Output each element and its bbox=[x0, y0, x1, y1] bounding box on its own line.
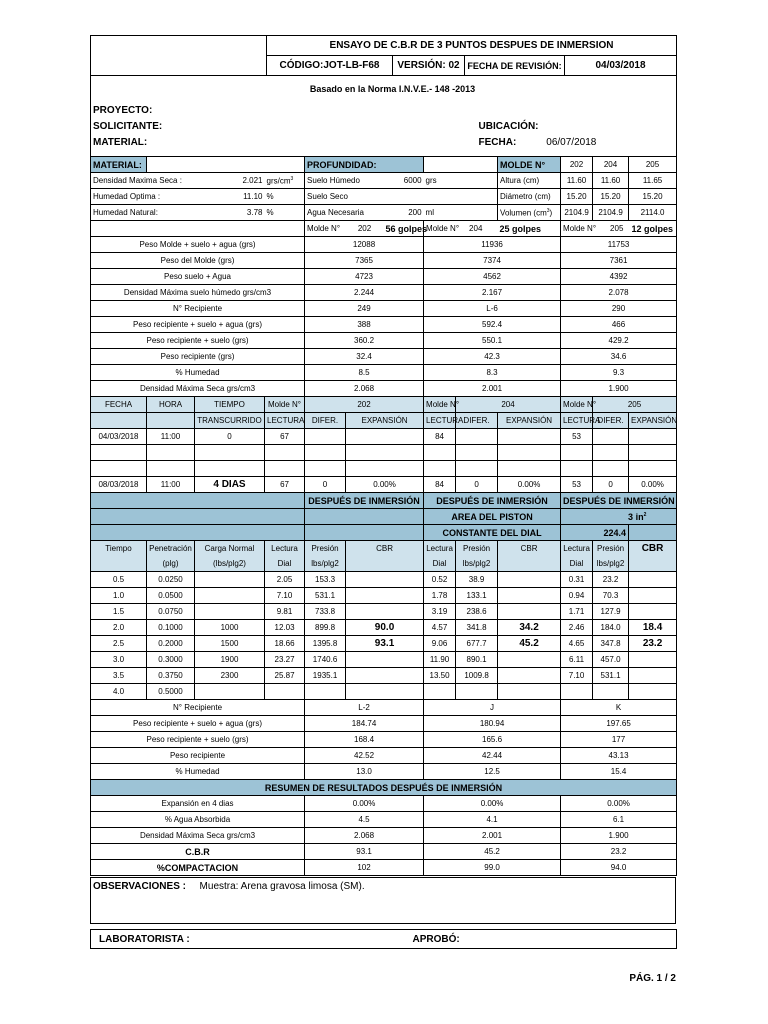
despues-1: DESPUÉS DE INMERSIÓN bbox=[305, 493, 424, 509]
codigo: CÓDIGO:JOT-LB-F68 bbox=[267, 56, 393, 76]
hum-row: Peso recipiente + suelo + agua (grs) 184.74 180.94 197.65 bbox=[91, 716, 677, 732]
dens-row: Peso Molde + suelo + agua (grs) 12088 11936 11753 bbox=[91, 237, 677, 253]
hum-nat-label: Humedad Natural: bbox=[91, 205, 195, 221]
dens-unit: grs/$cm^3$ bbox=[265, 173, 305, 189]
golpes-12: 12 golpes bbox=[629, 221, 677, 237]
diametro-202: 15.20 bbox=[561, 189, 593, 205]
molde-205: 205 bbox=[629, 157, 677, 173]
dens-row: Peso recipiente + suelo + agua (grs) 388 592.4 466 bbox=[91, 317, 677, 333]
aprobo-label: APROBÓ: bbox=[411, 930, 677, 949]
pen-header-2: (plg) (lbs/plg2) Dial lbs/plg2 Dial lbs/plg2 Dial lbs/plg2 bbox=[91, 556, 677, 572]
pen-row: 3.5 0.3750 2300 25.87 1935.1 13.50 1009.8 7.10 531.1 bbox=[91, 668, 677, 684]
molde-202: 202 bbox=[561, 157, 593, 173]
golpes-molde-205-cell: Molde N° 205 bbox=[561, 221, 629, 237]
ubicacion-label: UBICACIÓN: bbox=[478, 120, 539, 132]
suelo-seco: Suelo Seco bbox=[305, 189, 384, 205]
hum-opt-label: Humedad Optima : bbox=[91, 189, 195, 205]
hum-row: N° Recipiente L-2 J K bbox=[91, 700, 677, 716]
profundidad-label: PROFUNDIDAD: bbox=[305, 157, 424, 173]
header-table bbox=[90, 35, 677, 76]
fecha-row bbox=[477, 134, 677, 150]
ml-unit: ml bbox=[424, 205, 498, 221]
dens-row: N° Recipiente 249 L-6 290 bbox=[91, 301, 677, 317]
resumen-title: RESUMEN DE RESULTADOS DESPUÉS DE INMERSIÓN bbox=[91, 780, 677, 796]
volumen-202: 2104.9 bbox=[561, 205, 593, 221]
molde-label: MOLDE N° bbox=[498, 157, 561, 173]
fecha-label: FECHA: bbox=[478, 136, 517, 148]
golpes-56: 56 golpes bbox=[384, 221, 424, 237]
hum-nat: 3.78 bbox=[195, 205, 265, 221]
firmas-table bbox=[90, 929, 677, 949]
expansion-header: FECHA HORA TIEMPO Molde N° 202 Molde N° 204 Molde N° 205 bbox=[91, 397, 677, 413]
fecha-revision-label: FECHA DE REVISIÓN: bbox=[465, 56, 565, 76]
hum-row: Peso recipiente + suelo (grs) 168.4 165.6 177 bbox=[91, 732, 677, 748]
info-table bbox=[90, 76, 677, 156]
constante-dial-label: CONSTANTE DEL DIAL bbox=[424, 525, 561, 541]
hum-row: % Humedad 13.0 12.5 15.4 bbox=[91, 764, 677, 780]
altura-205: 11.65 bbox=[629, 173, 677, 189]
fecha-revision: 04/03/2018 bbox=[565, 56, 677, 76]
hum-row: Peso recipiente 42.52 42.44 43.13 bbox=[91, 748, 677, 764]
sheet-title: ENSAYO DE C.B.R DE 3 PUNTOS DESPUES DE INMERSION bbox=[267, 36, 677, 56]
norma: Basado en la Norma I.N.V.E.- 148 -2013 bbox=[309, 84, 476, 94]
area-piston: 3 $in^2$ bbox=[561, 509, 677, 525]
resumen-row: C.B.R 93.1 45.2 23.2 bbox=[91, 844, 677, 860]
resumen-row: %COMPACTACION 102 99.0 94.0 bbox=[91, 860, 677, 876]
expansion-row: 04/03/2018 11:00 0 67 84 53 bbox=[91, 429, 677, 445]
diametro-204: 15.20 bbox=[593, 189, 629, 205]
despues-2: DESPUÉS DE INMERSIÓN bbox=[424, 493, 561, 509]
dens-row: % Humedad 8.5 8.3 9.3 bbox=[91, 365, 677, 381]
observaciones bbox=[91, 878, 676, 924]
altura-202: 11.60 bbox=[561, 173, 593, 189]
observaciones-text: Muestra: Arena gravosa limosa (SM). bbox=[199, 881, 365, 892]
page-number: PÁG. 1 / 2 bbox=[629, 973, 676, 984]
material-cell-label: MATERIAL: bbox=[91, 157, 147, 173]
dens-row: Densidad Máxima suelo húmedo grs/cm3 2.244 2.167 2.078 bbox=[91, 285, 677, 301]
hum-opt: 11.10 bbox=[195, 189, 265, 205]
expansion-row: 08/03/2018 11:00 4 DIAS 67 0 0.00% 84 0 0.00% 53 0 0.00% bbox=[91, 477, 677, 493]
dens-row: Densidad Máxima Seca grs/cm3 2.068 2.001 1.900 bbox=[91, 381, 677, 397]
dens-row: Peso del Molde (grs) 7365 7374 7361 bbox=[91, 253, 677, 269]
proyecto-label: PROYECTO: bbox=[93, 104, 153, 116]
area-piston-label: AREA DEL PISTON bbox=[424, 509, 561, 525]
pen-row: 0.5 0.0250 2.05 153.3 0.52 38.9 0.31 23.2 bbox=[91, 572, 677, 588]
golpes-25: 25 golpes bbox=[498, 221, 561, 237]
observaciones-label: OBSERVACIONES : bbox=[93, 881, 186, 892]
expansion-subheader: TRANSCURRIDO LECTURA DIFER. EXPANSIÓN LECTURA DIFER. EXPANSIÓN LECTURA DIFER. EXPANSIÓN bbox=[91, 413, 677, 429]
constante-dial: 224.4 bbox=[561, 525, 629, 541]
pen-row: 1.5 0.0750 9.81 733.8 3.19 238.6 1.71 127.9 bbox=[91, 604, 677, 620]
laboratorista-label: LABORATORISTA : bbox=[91, 930, 411, 949]
diametro-205: 15.20 bbox=[629, 189, 677, 205]
diametro-label: Diámetro (cm) bbox=[498, 189, 561, 205]
dens-max-label: Densidad Maxima Seca : bbox=[91, 173, 195, 189]
pen-row: 3.0 0.3000 1900 23.27 1740.6 11.90 890.1 6.11 457.0 bbox=[91, 652, 677, 668]
pen-row: 1.0 0.0500 7.10 531.1 1.78 133.1 0.94 70.3 bbox=[91, 588, 677, 604]
logo-cell bbox=[91, 36, 267, 76]
pen-header-1: Tiempo Penetración Carga Normal Lectura Presión CBR Lectura Presión CBR Lectura Presión CBR bbox=[91, 541, 677, 557]
fecha-value: 06/07/2018 bbox=[546, 136, 597, 148]
golpes-molde-label: Molde N° bbox=[305, 221, 346, 237]
despues-3: DESPUÉS DE INMERSIÓN bbox=[561, 493, 677, 509]
molde-204: 204 bbox=[593, 157, 629, 173]
altura-label: Altura (cm) bbox=[498, 173, 561, 189]
agua-val: 200 bbox=[384, 205, 424, 221]
cbr-sheet bbox=[90, 35, 676, 949]
resumen-row: Densidad Máxima Seca grs/cm3 2.068 2.001 1.900 bbox=[91, 828, 677, 844]
resumen-row: % Agua Absorbida 4.5 4.1 6.1 bbox=[91, 812, 677, 828]
main-table bbox=[90, 156, 677, 876]
dens-max: 2.021 bbox=[195, 173, 265, 189]
solicitante-label: SOLICITANTE: bbox=[93, 120, 163, 132]
agua-necesaria: Agua Necesaria bbox=[305, 205, 384, 221]
pen-row: 2.0 0.1000 1000 12.03 899.8 90.0 4.57 341.8 34.2 2.46 184.0 18.4 bbox=[91, 620, 677, 636]
volumen-205: 2114.0 bbox=[629, 205, 677, 221]
observaciones-table bbox=[90, 877, 676, 924]
altura-204: 11.60 bbox=[593, 173, 629, 189]
suelo-humedo: Suelo Húmedo bbox=[305, 173, 384, 189]
suelo-humedo-val: 6000 bbox=[384, 173, 424, 189]
volumen-label: Volumen $(cm^3)$ bbox=[498, 205, 561, 221]
pen-row: 2.5 0.2000 1500 18.66 1395.8 93.1 9.06 677.7 45.2 4.65 347.8 23.2 bbox=[91, 636, 677, 652]
dens-row: Peso recipiente + suelo (grs) 360.2 550.1 429.2 bbox=[91, 333, 677, 349]
hum-nat-unit: % bbox=[265, 205, 305, 221]
version: VERSIÓN: 02 bbox=[393, 56, 465, 76]
grs-unit: grs bbox=[424, 173, 498, 189]
dens-row: Peso recipiente (grs) 32.4 42.3 34.6 bbox=[91, 349, 677, 365]
golpes-molde-202: 202 bbox=[346, 221, 384, 237]
material-label: MATERIAL: bbox=[93, 136, 148, 148]
volumen-204: 2104.9 bbox=[593, 205, 629, 221]
hum-opt-unit: % bbox=[265, 189, 305, 205]
pen-row: 4.0 0.5000 bbox=[91, 684, 677, 700]
resumen-row: Expansión en 4 dias 0.00% 0.00% 0.00% bbox=[91, 796, 677, 812]
golpes-molde-204-cell: Molde N° 204 bbox=[424, 221, 498, 237]
dens-row: Peso suelo + Agua 4723 4562 4392 bbox=[91, 269, 677, 285]
